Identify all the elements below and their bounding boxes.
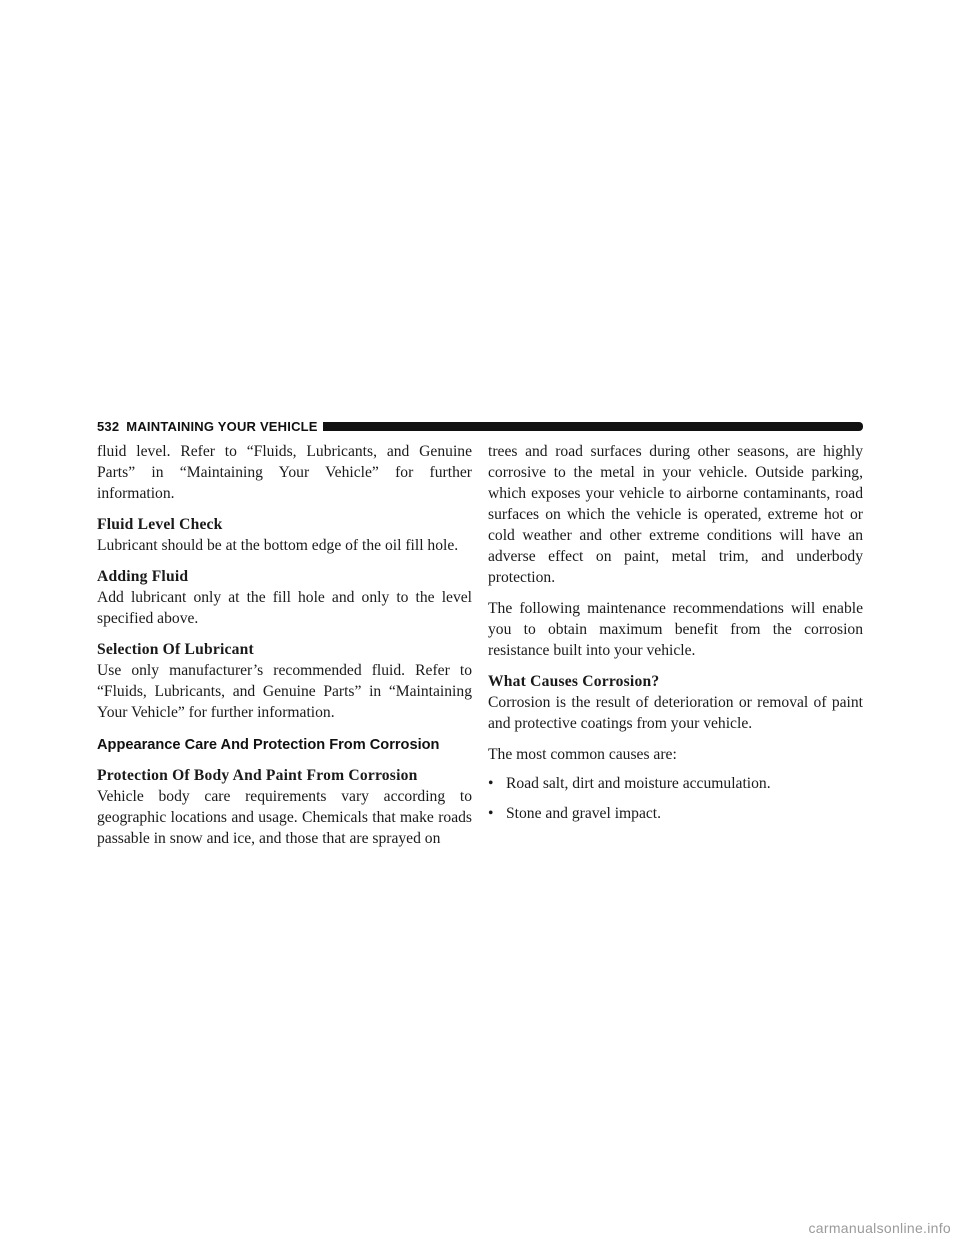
watermark: carmanualsonline.info [808, 1220, 951, 1236]
fluid-level-check-heading: Fluid Level Check [97, 516, 223, 533]
what-causes-heading: What Causes Corrosion? [488, 673, 660, 690]
adding-fluid-heading: Adding Fluid [97, 568, 189, 585]
bullet-icon: • [488, 775, 494, 792]
causes-intro: The most common causes are: [488, 746, 677, 763]
continued-paragraph: trees and road surfaces during other seasons, are highly corrosive to the metal in your vehicle. Outside parking, which exposes your vehicle to airborne contaminants, road surfaces on which the vehicle is operated, extreme hot or cold weather and other extreme conditions will have an adverse effect on paint, metal trim, and underbody protection. [488, 443, 863, 586]
recommendations-paragraph: The following maintenance recommendations will enable you to obtain maximum benefit from the corrosion resistance built into your vehicle. [488, 600, 863, 659]
intro-paragraph: fluid level. Refer to “Fluids, Lubricants, and Genuine Parts” in “Maintaining Your Vehicle” for further information. [97, 443, 472, 502]
section-title: Appearance Care And Protection From Corrosion [97, 737, 440, 753]
page-number: 532 [97, 418, 120, 434]
fluid-level-check-body: Lubricant should be at the bottom edge of the oil fill hole. [97, 537, 459, 554]
list-item [488, 803, 863, 824]
causes-list [488, 773, 863, 824]
bullet-icon: • [488, 805, 494, 822]
list-item-text: Road salt, dirt and moisture accumulation. [506, 775, 771, 792]
page-header [97, 417, 863, 435]
selection-of-lubricant-body: Use only manufacturer’s recommended fluid. Refer to “Fluids, Lubricants, and Genuine Parts” in “Maintaining Your Vehicle” for further information. [97, 662, 472, 721]
right-column [488, 441, 863, 833]
header-rule [323, 422, 863, 431]
protection-heading: Protection Of Body And Paint From Corrosion [97, 767, 418, 784]
section-name: MAINTAINING YOUR VEHICLE [126, 418, 318, 434]
protection-body: Vehicle body care requirements vary according to geographic locations and usage. Chemicals that make roads passable in snow and ice, and those that are sprayed on [97, 788, 472, 847]
selection-of-lubricant-heading: Selection Of Lubricant [97, 641, 254, 658]
left-column [97, 441, 472, 849]
adding-fluid-body: Add lubricant only at the fill hole and only to the level specified above. [97, 589, 472, 627]
list-item-text: Stone and gravel impact. [506, 805, 662, 822]
list-item [488, 773, 863, 794]
what-causes-body: Corrosion is the result of deterioration or removal of paint and protective coatings from your vehicle. [488, 694, 863, 732]
